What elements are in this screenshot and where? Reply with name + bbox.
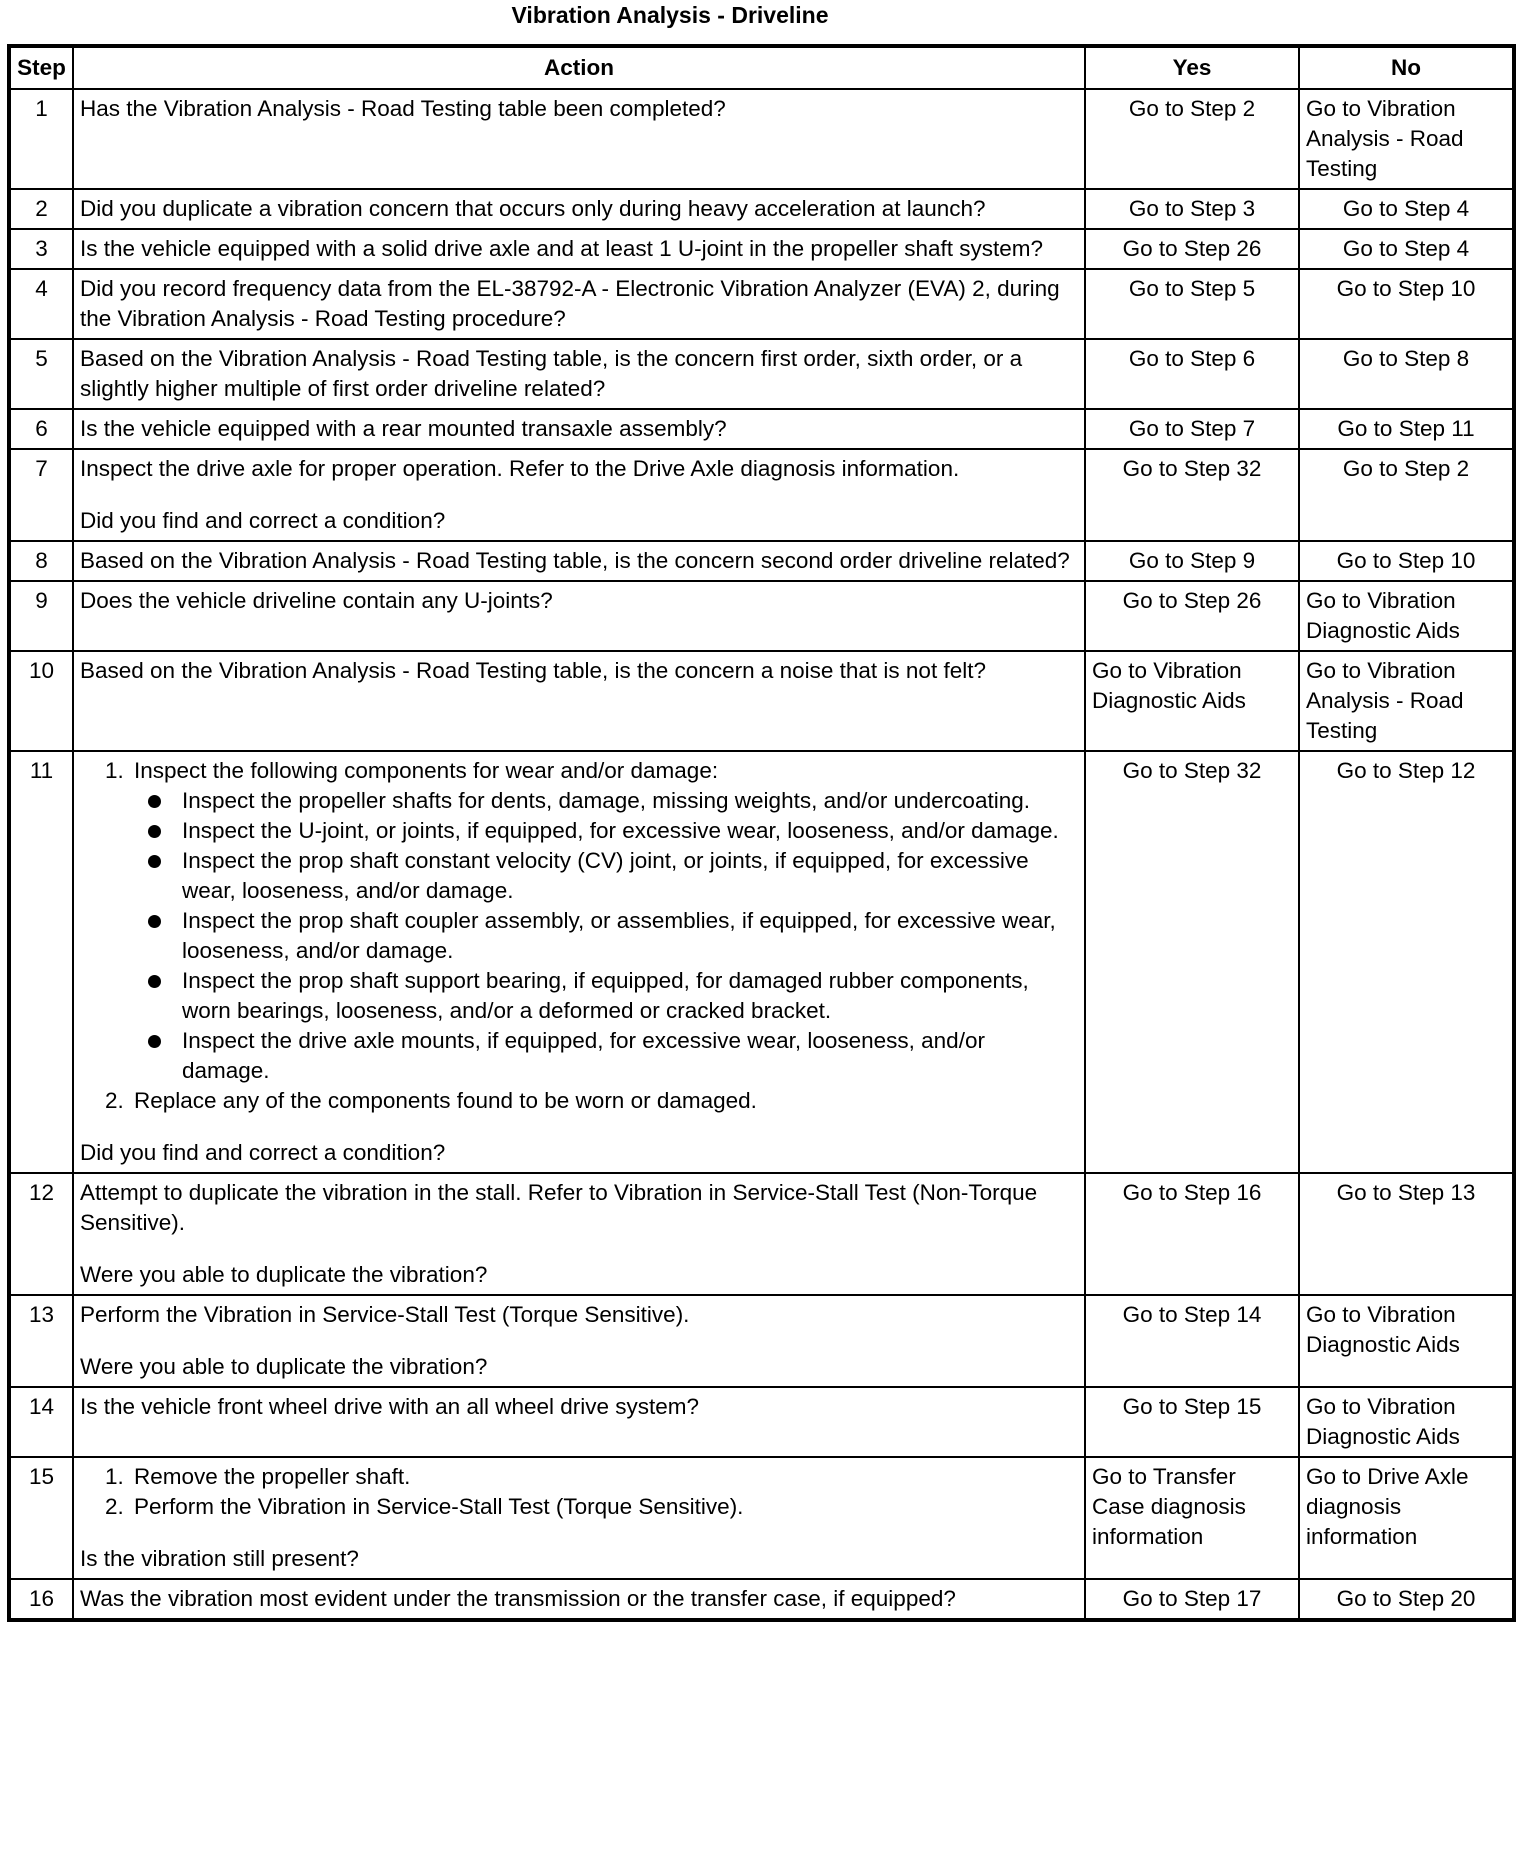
action-text: Was the vibration most evident under the transmission or the transfer case, if equipped? xyxy=(73,1579,1085,1620)
step-number: 12 xyxy=(9,1173,73,1295)
no-link[interactable]: Go to Vibration Diagnostic Aids xyxy=(1299,581,1514,651)
no-link[interactable]: Go to Step 13 xyxy=(1299,1173,1514,1295)
header-no: No xyxy=(1299,46,1514,89)
table-row xyxy=(9,269,1514,339)
table-row xyxy=(9,1457,1514,1579)
no-link[interactable]: Go to Step 2 xyxy=(1299,449,1514,541)
action-text: Has the Vibration Analysis - Road Testing table been completed? xyxy=(73,89,1085,189)
table-row xyxy=(9,229,1514,269)
action-text: Is the vehicle front wheel drive with an all wheel drive system? xyxy=(73,1387,1085,1457)
yes-link[interactable]: Go to Step 26 xyxy=(1085,581,1299,651)
step-number: 6 xyxy=(9,409,73,449)
step-number: 8 xyxy=(9,541,73,581)
list-item xyxy=(130,1492,1078,1522)
bullet-text: Inspect the prop shaft coupler assembly, or assemblies, if equipped, for excessive wear, looseness, and/or damage. xyxy=(182,908,1056,963)
action-question: Did you find and correct a condition? xyxy=(80,1140,446,1165)
yes-link[interactable]: Go to Step 3 xyxy=(1085,189,1299,229)
table-row xyxy=(9,651,1514,751)
step-number: 4 xyxy=(9,269,73,339)
numbered-list xyxy=(80,756,1078,1116)
yes-link[interactable]: Go to Vibration Diagnostic Aids xyxy=(1085,651,1299,751)
action-question: Were you able to duplicate the vibration? xyxy=(80,1262,488,1287)
action-text: Did you record frequency data from the EL-38792-A - Electronic Vibration Analyzer (EVA) 2, during the Vibration Analysis - Road Testing procedure? xyxy=(73,269,1085,339)
table-row xyxy=(9,189,1514,229)
table-header-row xyxy=(9,46,1514,89)
step-number: 13 xyxy=(9,1295,73,1387)
action-text: Based on the Vibration Analysis - Road Testing table, is the concern first order, sixth order, or a slightly higher multiple of first order driveline related? xyxy=(73,339,1085,409)
table-row xyxy=(9,1173,1514,1295)
table-row xyxy=(9,581,1514,651)
bullet-text: Inspect the prop shaft constant velocity (CV) joint, or joints, if equipped, for excessive wear, looseness, and/or damage. xyxy=(182,848,1029,903)
yes-link[interactable]: Go to Step 9 xyxy=(1085,541,1299,581)
step-number: 9 xyxy=(9,581,73,651)
table-row xyxy=(9,339,1514,409)
bullet-icon xyxy=(148,975,161,988)
table-row xyxy=(9,541,1514,581)
step-number: 2 xyxy=(9,189,73,229)
action-question: Did you find and correct a condition? xyxy=(80,508,446,533)
bullet-item xyxy=(178,816,1078,846)
bullet-icon xyxy=(148,915,161,928)
action-text: Does the vehicle driveline contain any U-joints? xyxy=(73,581,1085,651)
page-title xyxy=(0,0,1520,40)
step-number: 7 xyxy=(9,449,73,541)
action-text: Is the vehicle equipped with a solid drive axle and at least 1 U-joint in the propeller shaft system? xyxy=(73,229,1085,269)
no-link[interactable]: Go to Vibration Analysis - Road Testing xyxy=(1299,651,1514,751)
action-text: Attempt to duplicate the vibration in the stall. Refer to Vibration in Service-Stall Test (Non-Torque Sensitive). xyxy=(80,1180,1038,1235)
list-item-text: Replace any of the components found to be worn or damaged. xyxy=(134,1088,757,1113)
table-row xyxy=(9,409,1514,449)
step-number: 3 xyxy=(9,229,73,269)
step-number: 10 xyxy=(9,651,73,751)
yes-link[interactable]: Go to Step 6 xyxy=(1085,339,1299,409)
bullet-icon xyxy=(148,855,161,868)
bullet-text: Inspect the U-joint, or joints, if equipped, for excessive wear, looseness, and/or damage. xyxy=(182,818,1059,843)
yes-link[interactable]: Go to Step 32 xyxy=(1085,449,1299,541)
action-text: Perform the Vibration in Service-Stall Test (Torque Sensitive). xyxy=(80,1302,690,1327)
yes-link[interactable]: Go to Step 16 xyxy=(1085,1173,1299,1295)
bullet-item xyxy=(178,966,1078,1026)
action-text: Is the vehicle equipped with a rear mounted transaxle assembly? xyxy=(73,409,1085,449)
header-yes: Yes xyxy=(1085,46,1299,89)
numbered-list xyxy=(80,1462,1078,1522)
step-number: 5 xyxy=(9,339,73,409)
table-row xyxy=(9,751,1514,1173)
step-number: 15 xyxy=(9,1457,73,1579)
step-number: 11 xyxy=(9,751,73,1173)
bullet-icon xyxy=(148,825,161,838)
yes-link[interactable]: Go to Transfer Case diagnosis information xyxy=(1085,1457,1299,1579)
action-cell xyxy=(73,1173,1085,1295)
no-link[interactable]: Go to Step 20 xyxy=(1299,1579,1514,1620)
bullet-item xyxy=(178,786,1078,816)
action-question: Were you able to duplicate the vibration? xyxy=(80,1354,488,1379)
no-link[interactable]: Go to Step 4 xyxy=(1299,229,1514,269)
header-step: Step xyxy=(9,46,73,89)
list-item-text: Inspect the following components for wear and/or damage: xyxy=(134,758,719,783)
bullet-icon xyxy=(148,795,161,808)
bullet-item xyxy=(178,1026,1078,1086)
no-link[interactable]: Go to Step 10 xyxy=(1299,541,1514,581)
action-cell xyxy=(73,1295,1085,1387)
yes-link[interactable]: Go to Step 14 xyxy=(1085,1295,1299,1387)
no-link[interactable]: Go to Step 10 xyxy=(1299,269,1514,339)
table-row xyxy=(9,449,1514,541)
bullet-text: Inspect the propeller shafts for dents, damage, missing weights, and/or undercoating. xyxy=(182,788,1030,813)
yes-link[interactable]: Go to Step 15 xyxy=(1085,1387,1299,1457)
action-question: Is the vibration still present? xyxy=(80,1546,359,1571)
action-text: Inspect the drive axle for proper operation. Refer to the Drive Axle diagnosis information. xyxy=(80,456,960,481)
step-number: 1 xyxy=(9,89,73,189)
bullet-item xyxy=(178,906,1078,966)
action-text: Did you duplicate a vibration concern that occurs only during heavy acceleration at launch? xyxy=(73,189,1085,229)
yes-link[interactable]: Go to Step 17 xyxy=(1085,1579,1299,1620)
diagnostic-table xyxy=(7,44,1516,1622)
no-link[interactable]: Go to Drive Axle diagnosis information xyxy=(1299,1457,1514,1579)
action-cell xyxy=(73,751,1085,1173)
step-number: 16 xyxy=(9,1579,73,1620)
action-cell xyxy=(73,449,1085,541)
no-link[interactable]: Go to Step 8 xyxy=(1299,339,1514,409)
yes-link[interactable]: Go to Step 5 xyxy=(1085,269,1299,339)
header-action: Action xyxy=(73,46,1085,89)
bullet-text: Inspect the drive axle mounts, if equipped, for excessive wear, looseness, and/or damage. xyxy=(182,1028,985,1083)
action-text: Based on the Vibration Analysis - Road Testing table, is the concern second order driveline related? xyxy=(73,541,1085,581)
no-link[interactable]: Go to Vibration Analysis - Road Testing xyxy=(1299,89,1514,189)
yes-link[interactable]: Go to Step 32 xyxy=(1085,751,1299,1173)
table-row xyxy=(9,89,1514,189)
yes-link[interactable]: Go to Step 7 xyxy=(1085,409,1299,449)
title-text: Vibration Analysis - Driveline xyxy=(511,2,829,28)
no-link[interactable]: Go to Step 4 xyxy=(1299,189,1514,229)
bullet-icon xyxy=(148,1035,161,1048)
yes-link[interactable]: Go to Step 26 xyxy=(1085,229,1299,269)
action-text: Based on the Vibration Analysis - Road Testing table, is the concern a noise that is not felt? xyxy=(73,651,1085,751)
action-cell xyxy=(73,1457,1085,1579)
bullet-list xyxy=(134,786,1078,1086)
no-link[interactable]: Go to Vibration Diagnostic Aids xyxy=(1299,1387,1514,1457)
table-row xyxy=(9,1295,1514,1387)
step-number: 14 xyxy=(9,1387,73,1457)
list-item xyxy=(130,756,1078,1086)
bullet-item xyxy=(178,846,1078,906)
list-item xyxy=(130,1462,1078,1492)
list-item xyxy=(130,1086,1078,1116)
table-row xyxy=(9,1579,1514,1620)
no-link[interactable]: Go to Step 12 xyxy=(1299,751,1514,1173)
yes-link[interactable]: Go to Step 2 xyxy=(1085,89,1299,189)
no-link[interactable]: Go to Step 11 xyxy=(1299,409,1514,449)
no-link[interactable]: Go to Vibration Diagnostic Aids xyxy=(1299,1295,1514,1387)
list-item-text: Perform the Vibration in Service-Stall Test (Torque Sensitive). xyxy=(134,1494,744,1519)
bullet-text: Inspect the prop shaft support bearing, if equipped, for damaged rubber components, worn bearings, looseness, and/or a deformed or cracked bracket. xyxy=(182,968,1029,1023)
table-row xyxy=(9,1387,1514,1457)
list-item-text: Remove the propeller shaft. xyxy=(134,1464,411,1489)
